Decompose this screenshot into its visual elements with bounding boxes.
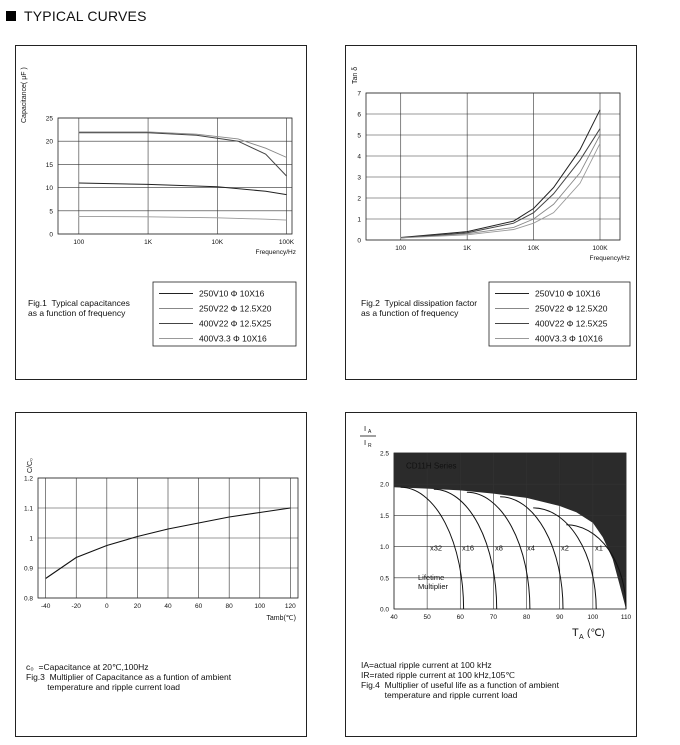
y-tick-label: 15 — [45, 161, 53, 169]
y-axis-label: Capacitance( μF ) — [21, 67, 28, 123]
legend-entry: 400V3.3 Φ 10X16 — [199, 333, 267, 344]
x-tick-label: 0 — [105, 603, 109, 610]
fig3-caption: c₀ =Capacitance at 20℃,100Hz Fig.3 Multiplier of Capacitance as a funtion of ambient temperature and ripple current load — [26, 662, 232, 692]
y-tick-label: 1.2 — [23, 475, 33, 483]
x-axis-label-unit: (℃) — [587, 628, 605, 639]
y-label-denominator-sub: R — [368, 443, 372, 449]
y-tick-label: 5 — [357, 132, 361, 140]
x-tick-label: 100 — [73, 239, 85, 246]
y-tick-label: 25 — [45, 115, 53, 123]
x-tick-label: 100K — [278, 239, 295, 246]
x-axis-label: Frequency/Hz — [589, 255, 630, 262]
fig1-chart — [16, 46, 306, 379]
x-axis-label: Frequency/Hz — [255, 249, 296, 256]
y-label-denominator: I — [364, 438, 367, 447]
series-line — [79, 183, 287, 195]
region-label: CD11H Series — [406, 461, 457, 471]
legend-entry: 400V22 Φ 12.5X25 — [535, 318, 608, 329]
y-tick-label: 0.0 — [379, 606, 389, 614]
y-label-numerator-sub: A — [368, 429, 372, 435]
series-line — [79, 133, 287, 176]
x-tick-label: 10K — [527, 245, 540, 252]
x-tick-label: -20 — [71, 603, 81, 610]
y-tick-label: 0.9 — [23, 565, 33, 573]
annotation-line: Lifetime — [418, 572, 445, 582]
y-tick-label: 5 — [49, 208, 53, 216]
series-line — [401, 110, 600, 238]
y-tick-label: 1.1 — [23, 505, 33, 513]
fig1-caption: Fig.1 Typical capacitances as a function of frequency — [28, 298, 130, 318]
curve-label: x2 — [561, 543, 569, 553]
section-header — [6, 8, 147, 24]
lifetime-curve — [533, 508, 596, 609]
x-tick-label: -40 — [40, 603, 51, 610]
x-tick-label: 10K — [211, 239, 224, 246]
y-tick-label: 0.8 — [23, 595, 33, 603]
plot-frame — [366, 93, 620, 240]
x-tick-label: 100 — [254, 603, 266, 610]
legend-entry: 250V22 Φ 12.5X20 — [535, 303, 608, 314]
x-tick-label: 1K — [463, 245, 472, 252]
legend-entry: 400V3.3 Φ 10X16 — [535, 333, 603, 344]
curve-label: x4 — [527, 543, 535, 553]
x-axis-label-sub: A — [579, 634, 584, 641]
y-axis-label: Tan δ — [352, 66, 359, 84]
y-tick-label: 0.5 — [379, 575, 389, 583]
y-axis-label: C/C₀ — [27, 458, 34, 473]
x-tick-label: 60 — [456, 614, 464, 621]
y-tick-label: 6 — [357, 111, 361, 119]
x-tick-label: 60 — [194, 603, 203, 610]
y-tick-label: 2.5 — [379, 450, 389, 458]
x-tick-label: 50 — [423, 614, 431, 621]
y-tick-label: 1 — [29, 535, 33, 543]
curve-label: x1 — [595, 543, 603, 553]
y-tick-label: 1.0 — [379, 544, 389, 552]
x-tick-label: 80 — [225, 603, 233, 610]
legend-entry: 400V22 Φ 12.5X25 — [199, 318, 272, 329]
y-tick-label: 2.0 — [379, 481, 389, 489]
y-tick-label: 4 — [357, 153, 361, 161]
series-line — [79, 132, 287, 158]
y-tick-label: 1.5 — [379, 512, 389, 520]
legend-entry: 250V22 Φ 12.5X20 — [199, 303, 272, 314]
x-tick-label: 1K — [144, 239, 153, 246]
y-tick-label: 0 — [357, 237, 361, 245]
legend-entry: 250V10 Φ 10X16 — [535, 288, 601, 299]
x-tick-label: 100K — [592, 245, 608, 252]
x-tick-label: 110 — [620, 614, 632, 621]
x-tick-label: 90 — [556, 614, 564, 621]
x-tick-label: 40 — [390, 614, 398, 621]
annotation-line: Multiplier — [418, 581, 449, 591]
fig2-caption: Fig.2 Typical dissipation factor as a function of frequency — [361, 298, 478, 318]
x-axis-label: Tamb(℃) — [266, 615, 296, 622]
y-label-numerator: I — [364, 424, 367, 433]
series-line — [401, 129, 600, 238]
fig1-panel — [15, 45, 307, 380]
x-axis-label-main: T — [572, 627, 579, 639]
y-tick-label: 1 — [357, 216, 361, 224]
x-tick-label: 100 — [395, 245, 407, 252]
series-line — [79, 216, 287, 220]
fig2-panel — [345, 45, 637, 380]
section-title: TYPICAL CURVES — [24, 8, 147, 24]
x-tick-label: 120 — [284, 603, 296, 610]
fig3-panel — [15, 412, 307, 737]
y-tick-label: 20 — [45, 138, 53, 146]
series-line — [401, 135, 600, 238]
curve-label: x32 — [429, 543, 443, 553]
x-tick-label: 40 — [164, 603, 172, 610]
fig2-chart — [346, 46, 636, 379]
x-tick-label: 20 — [133, 603, 142, 610]
y-tick-label: 10 — [45, 185, 53, 193]
legend-entry: 250V10 Φ 10X16 — [199, 288, 265, 299]
x-tick-label: 100 — [587, 614, 599, 621]
bullet-square-icon — [6, 11, 16, 21]
y-tick-label: 3 — [357, 174, 361, 182]
fig4-caption: IA=actual ripple current at 100 kHz IR=rated ripple current at 100 kHz,105℃ Fig.4 Multiplier of useful life as a function of ambient temperature and ripple current load — [361, 660, 559, 700]
x-tick-label: 70 — [489, 614, 498, 621]
x-tick-label: 80 — [522, 614, 531, 621]
curve-label: x16 — [461, 543, 475, 553]
fig4-panel — [345, 412, 637, 737]
y-tick-label: 2 — [357, 195, 361, 203]
y-tick-label: 0 — [49, 231, 53, 239]
curve-label: x8 — [495, 543, 503, 553]
y-tick-label: 7 — [357, 90, 361, 98]
